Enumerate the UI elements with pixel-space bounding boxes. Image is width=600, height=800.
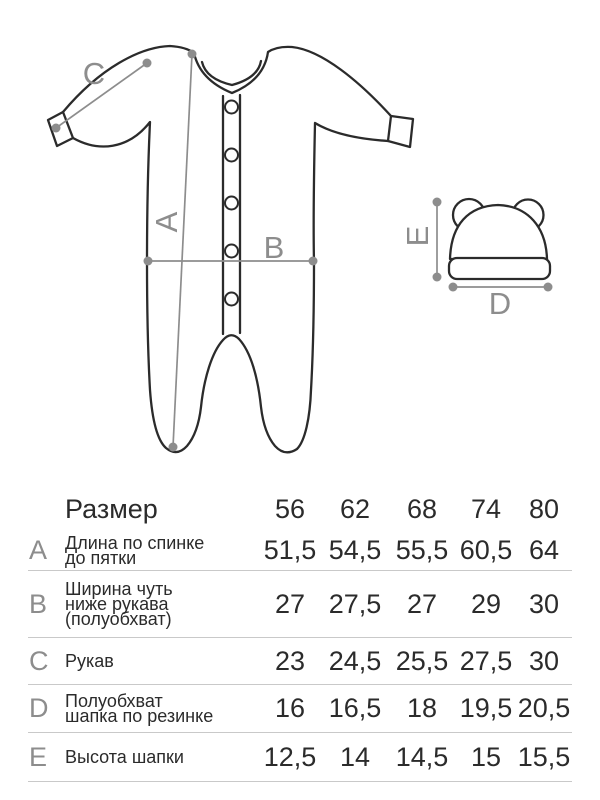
measure-label-b: B: [263, 230, 285, 265]
size-value: 51,5: [263, 535, 317, 565]
size-value: 64: [528, 535, 560, 565]
table-row: [28, 685, 572, 733]
size-value: 30: [528, 645, 560, 676]
table-header-row: [28, 488, 572, 531]
measure-dot: [449, 283, 458, 292]
table-row: [28, 571, 572, 638]
row-letter: D: [29, 693, 49, 723]
size-value: 30: [528, 588, 560, 619]
row-letter: C: [29, 645, 49, 676]
size-value: 14,5: [395, 741, 449, 772]
row-label-line: шапка по резинке: [65, 705, 214, 726]
measure-dot: [433, 273, 442, 282]
row-label-line: Ширина чуть: [65, 578, 173, 599]
table-row: [28, 733, 572, 782]
size-value: 16,5: [328, 693, 382, 723]
measure-dot: [52, 124, 61, 133]
snap-button: [225, 149, 238, 162]
hat-brim: [449, 258, 550, 279]
size-header-label: Размер: [65, 494, 158, 524]
measure-dot: [188, 50, 197, 59]
size-column-header: 80: [528, 494, 560, 524]
size-value: 15: [470, 741, 502, 772]
row-label-line: (полуобхват): [65, 608, 172, 629]
size-value: 25,5: [395, 645, 449, 676]
snap-button: [225, 101, 238, 114]
measure-dot: [309, 257, 318, 266]
hat-drawing: [449, 199, 550, 279]
row-label: [65, 650, 258, 671]
measure-dot: [169, 443, 178, 452]
table-row: [28, 638, 572, 685]
size-value: 54,5: [328, 535, 382, 565]
size-value: 27,5: [459, 645, 513, 676]
size-value: 60,5: [459, 535, 513, 565]
size-value: 16: [274, 693, 306, 723]
size-value: 55,5: [395, 535, 449, 565]
row-label-line: до пятки: [65, 547, 137, 568]
measure-label-e: E: [400, 225, 435, 247]
row-letter: E: [29, 741, 48, 772]
size-table: [28, 488, 572, 782]
row-label: [65, 578, 258, 629]
size-column-header: 56: [274, 494, 306, 524]
size-column-header: 68: [406, 494, 438, 524]
row-label: [65, 746, 258, 767]
size-value: 15,5: [517, 741, 571, 772]
size-column-header: 74: [470, 494, 502, 524]
size-value: 12,5: [263, 741, 317, 772]
measure-label-c: C: [82, 56, 106, 91]
size-value: 27: [406, 588, 438, 619]
row-label-line: Высота шапки: [65, 746, 184, 767]
snap-button: [225, 197, 238, 210]
row-label-line: Рукав: [65, 650, 114, 671]
row-label-line: Полуобхват: [65, 690, 163, 711]
measure-dot: [433, 198, 442, 207]
size-value: 14: [339, 741, 371, 772]
size-value: 27: [274, 588, 306, 619]
measure-dot: [144, 257, 153, 266]
size-column-header: 62: [339, 494, 371, 524]
size-value: 23: [274, 645, 306, 676]
measure-dot: [143, 59, 152, 68]
row-letter: A: [29, 535, 48, 565]
onesie-drawing: [48, 46, 413, 452]
table-row: [28, 531, 572, 571]
row-label-line: ниже рукава: [65, 593, 169, 614]
row-label-line: Длина по спинке: [65, 532, 205, 553]
size-value: 24,5: [328, 645, 382, 676]
row-label: [65, 532, 258, 568]
measure-label-d: D: [488, 286, 512, 321]
row-letter: B: [29, 588, 48, 619]
snap-button: [225, 293, 238, 306]
measure-label-a: A: [149, 211, 184, 233]
size-value: 18: [406, 693, 438, 723]
measure-dot: [544, 283, 553, 292]
size-value: 27,5: [328, 588, 382, 619]
size-value: 19,5: [459, 693, 513, 723]
size-value: 20,5: [517, 693, 571, 723]
snap-button: [225, 245, 238, 258]
size-value: 29: [470, 588, 502, 619]
row-label: [65, 690, 258, 726]
